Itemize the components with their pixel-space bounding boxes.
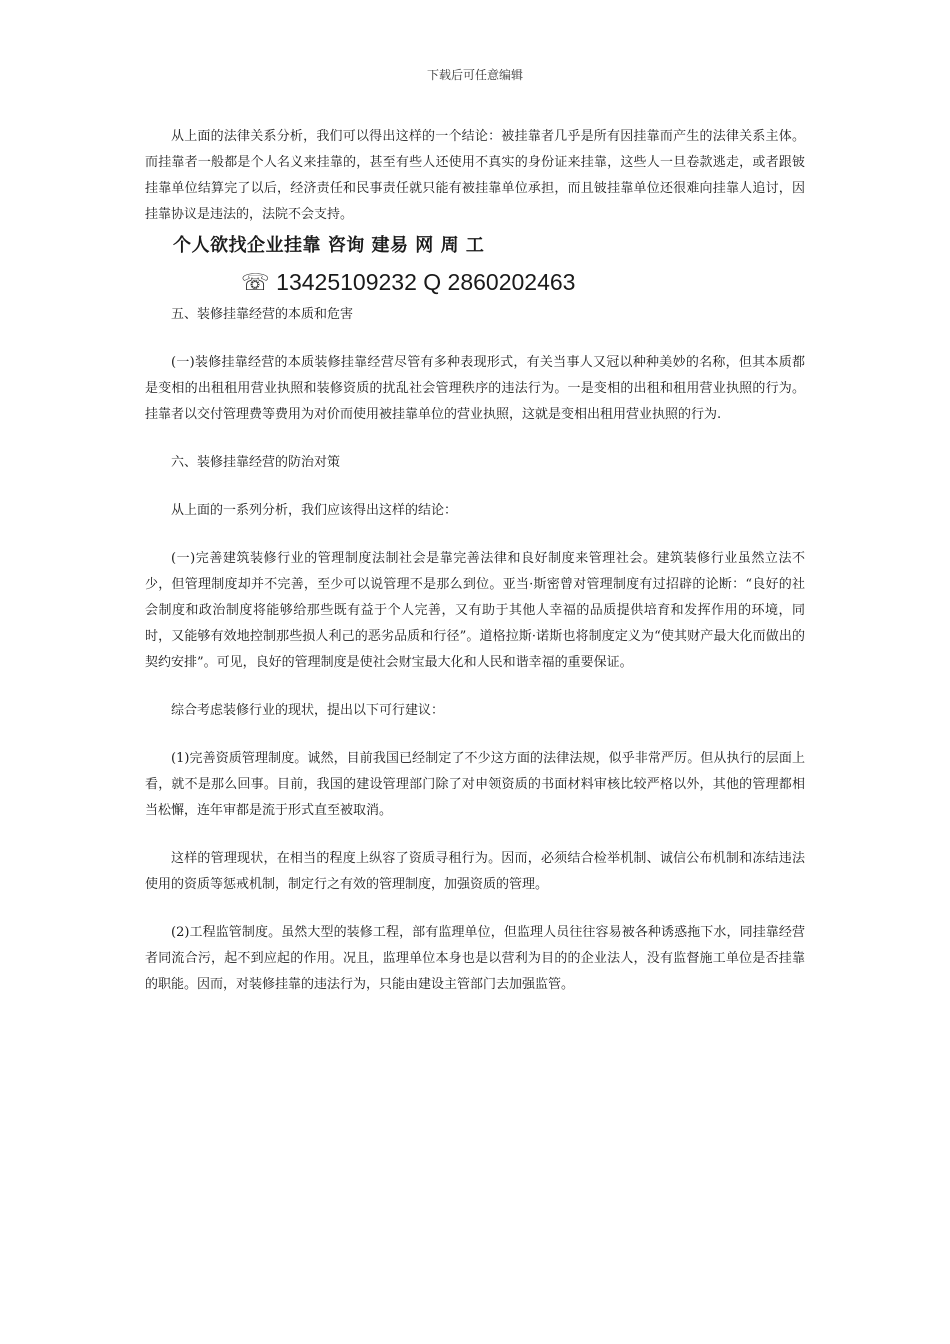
ad-contact: ☏ 13425109232 Q 2860202463: [241, 269, 576, 295]
paragraph-qualification-management: (1)完善资质管理制度。诚然，目前我国已经制定了不少这方面的法律法规，似乎非常严厉。但从执行的层面上看，就不是那么回事。目前，我国的建设管理部门除了对申领资质的书面材料审核比较严格以外，其他的管理都相当松懈，连年审都是流于形式直至被取消。: [145, 751, 805, 818]
paragraph-supervision: (2)工程监管制度。虽然大型的装修工程，部有监理单位，但监理人员往往容易被各种诱惑拖下水，同挂靠经营者同流合污，起不到应起的作用。况且，监理单位本身也是以营利为目的的企业法人，没有监督施工单位是否挂靠的职能。因而，对装修挂靠的违法行为，只能由建设主管部门去加强监管。: [145, 925, 805, 992]
paragraph-management-status: 这样的管理现状，在相当的程度上纵容了资质寻租行为。因而，必须结合检举机制、诚信公布机制和冻结违法使用的资质等惩戒机制，制定行之有效的管理制度，加强资质的管理。: [145, 851, 805, 892]
paragraph-suggestions-intro: 综合考虑装修行业的现状，提出以下可行建议：: [171, 703, 445, 718]
section-heading-6: 六、装修挂靠经营的防治对策: [171, 455, 341, 470]
header-note: 下载后可任意编辑: [426, 68, 523, 82]
paragraph-management-system: (一)完善建筑装修行业的管理制度法制社会是靠完善法律和良好制度来管理社会。建筑装修行业虽然立法不少，但管理制度却并不完善，至少可以说管理不是那么到位。亚当·斯密曾对管理制度有过招辟的论断：“良好的社会制度和政治制度将能够给那些既有益于个人完善，又有助于其他人幸福的品质提供培育和发挥作用的环境，同时，又能够有效地控制那些损人利己的恶劣品质和行径”。道格拉斯·诺斯也将制度定义为“使其财产最大化而做出的契约安排”。可见，良好的管理制度是使社会财宝最大化和人民和谐幸福的重要保证。: [145, 551, 805, 670]
ad-headline: 个人欲找企业挂靠 咨询 建易 网 周 工: [173, 235, 485, 256]
document-body: [145, 124, 805, 998]
paragraph-conclusion-intro: 从上面的一系列分析，我们应该得出这样的结论：: [171, 503, 458, 518]
section-heading-5: 五、装修挂靠经营的本质和危害: [171, 307, 354, 322]
paragraph-legal-analysis: 从上面的法律关系分析，我们可以得出这样的一个结论：被挂靠者几乎是所有因挂靠而产生的法律关系主体。而挂靠者一般都是个人名义来挂靠的，甚至有些人还使用不真实的身份证来挂靠，这些人一旦卷款逃走，或者跟铍挂靠单位结算完了以后，经济责任和民事责任就只能有被挂靠单位承担，而且铍挂靠单位还很难向挂靠人追讨，因挂靠协议是违法的，法院不会支持。: [145, 129, 805, 222]
paragraph-nature: (一)装修挂靠经营的本质装修挂靠经营尽管有多种表现形式，有关当事人又冠以种种美妙的名称，但其本质都是变相的出租租用营业执照和装修资质的扰乱社会管理秩序的违法行为。一是变相的出租和租用营业执照的行为。挂靠者以交付管理费等费用为对价而使用被挂靠单位的营业执照，这就是变相出租用营业执照的行为.: [145, 355, 805, 422]
